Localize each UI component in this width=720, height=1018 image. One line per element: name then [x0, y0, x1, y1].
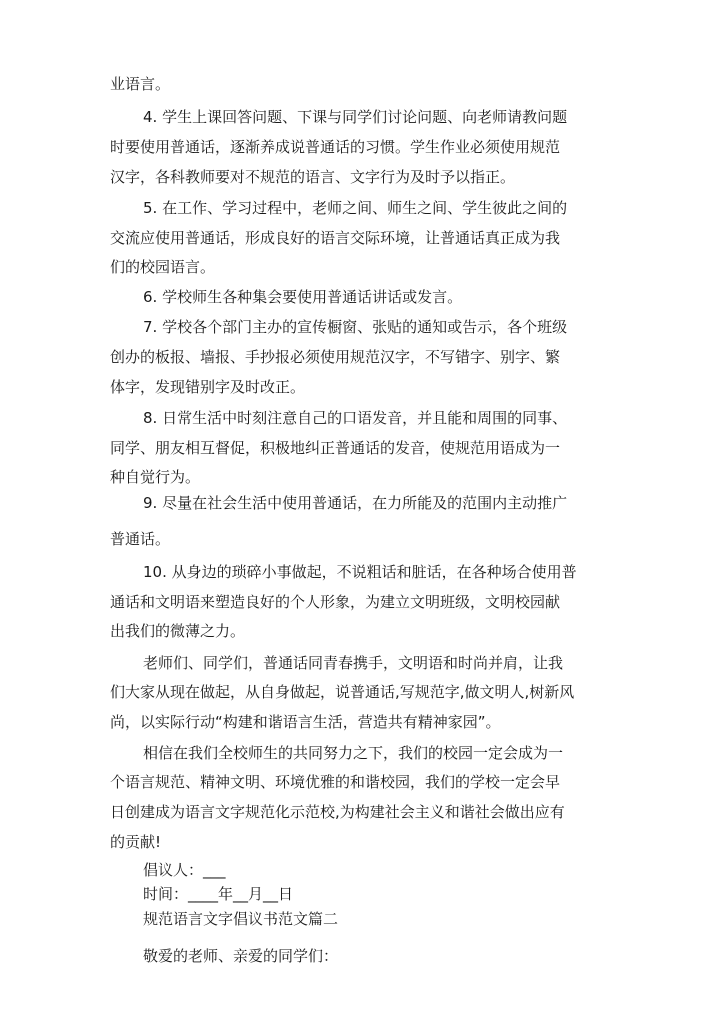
- text-line: 7. 学校各个部门主办的宣传橱窗、张贴的通知或告示，各个班级: [143, 318, 568, 336]
- text-line: 种自觉行为。: [110, 468, 201, 486]
- signatory-line: 倡议人：___: [143, 861, 226, 879]
- salutation-line: 敬爱的老师、亲爱的同学们：: [143, 947, 339, 965]
- text-line: 们的校园语言。: [110, 258, 216, 276]
- text-line: 汉字，各科教师要对不规范的语言、文字行为及时予以指正。: [110, 168, 516, 186]
- text-line: 体字，发现错别字及时改正。: [110, 378, 306, 396]
- text-line: 相信在我们全校师生的共同努力之下，我们的校园一定会成为一: [143, 744, 564, 762]
- text-line: 创办的板报、墙报、手抄报必须使用规范汉字，不写错字、别字、繁: [110, 348, 561, 366]
- date-line: 时间：____年__月__日: [143, 885, 294, 903]
- text-line: 老师们、同学们，普通话同青春携手，文明语和时尚并肩，让我: [143, 654, 564, 672]
- text-line: 们大家从现在做起，从自身做起，说普通话,写规范字,做文明人,树新风: [110, 683, 575, 701]
- text-line: 通话和文明语来塑造良好的个人形象，为建立文明班级，文明校园献: [110, 593, 561, 611]
- text-line: 日创建成为语言文字规范化示范校,为构建社会主义和谐社会做出应有: [110, 803, 565, 821]
- text-line: 时要使用普通话，逐渐养成说普通话的习惯。学生作业必须使用规范: [110, 138, 561, 156]
- text-line: 9. 尽量在社会生活中使用普通话，在力所能及的范围内主动推广: [143, 494, 568, 512]
- text-line: 个语言规范、精神文明、环境优雅的和谐校园，我们的学校一定会早: [110, 773, 561, 791]
- text-line: 5. 在工作、学习过程中，老师之间、师生之间、学生彼此之间的: [143, 199, 568, 217]
- section-title: 规范语言文字倡议书范文篇二: [143, 910, 339, 928]
- text-line: 尚，以实际行动“构建和谐语言生活，营造共有精神家园”。: [110, 713, 501, 731]
- text-line: 10. 从身边的琐碎小事做起，不说粗话和脏话，在各种场合使用普: [143, 563, 577, 581]
- text-line: 4. 学生上课回答问题、下课与同学们讨论问题、向老师请教问题: [143, 108, 568, 126]
- text-line: 普通话。: [110, 530, 171, 548]
- text-line: 同学、朋友相互督促，积极地纠正普通话的发音，使规范用语成为一: [110, 439, 561, 457]
- text-line: 出我们的微薄之力。: [110, 622, 246, 640]
- text-line: 6. 学校师生各种集会要使用普通话讲话或发言。: [143, 288, 463, 306]
- text-line: 交流应使用普通话，形成良好的语言交际环境，让普通话真正成为我: [110, 229, 561, 247]
- text-line: 业语言。: [110, 75, 171, 93]
- text-line: 的贡献!: [110, 833, 162, 851]
- text-line: 8. 日常生活中时刻注意自己的口语发音，并且能和周围的同事、: [143, 409, 568, 427]
